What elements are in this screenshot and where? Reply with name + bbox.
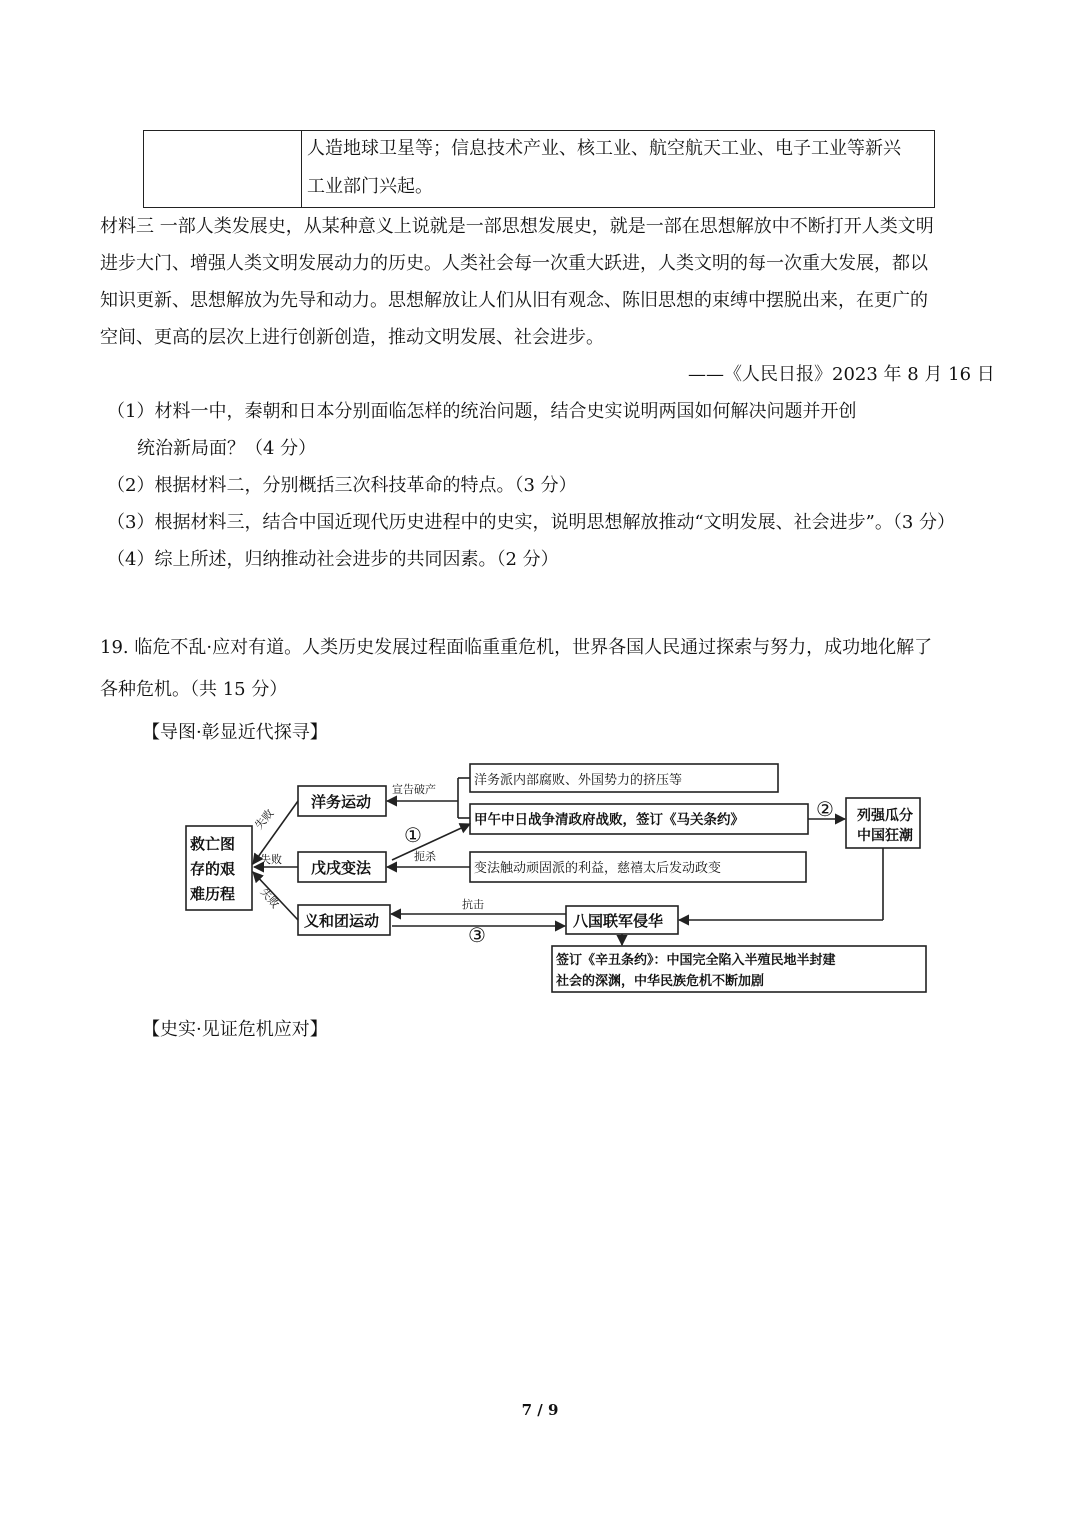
diagram-svg — [180, 760, 930, 1000]
partition-label-1: 列强瓜分 — [857, 808, 913, 824]
material3-line4: 空间、更高的层次上进行创新创造，推动文明发展、社会进步。 — [100, 327, 604, 348]
strangle-label: 扼杀 — [414, 850, 436, 863]
material3-line3: 知识更新、思想解放为先导和动力。思想解放让人们从旧有观念、陈旧思想的束缚中摆脱出来，在更广的 — [100, 290, 928, 311]
table-left-cell — [144, 131, 302, 207]
table-fragment — [143, 130, 935, 208]
question-4: （4）综上所述，归纳推动社会进步的共同因素。（2 分） — [107, 549, 559, 570]
question-2: （2）根据材料二，分别概括三次科技革命的特点。（3 分） — [107, 475, 577, 496]
center-text-3: 难历程 — [190, 885, 236, 903]
center-text-2: 存的艰 — [190, 860, 236, 878]
crisis-flow-diagram — [180, 760, 930, 1000]
question-1-line2: 统治新局面？（4 分） — [137, 438, 317, 459]
eight-nation-label: 八国联军侵华 — [573, 912, 664, 930]
table-text-line1: 人造地球卫星等；信息技术产业、核工业、航空航天工业、电子工业等新兴 — [307, 138, 901, 159]
declare-bankrupt-label: 宣告破产 — [392, 783, 436, 796]
marker-2: ② — [816, 797, 834, 821]
q19-stem-line1: 19. 临危不乱·应对有道。人类历史发展过程面临重重危机，世界各国人民通过探索与努力，成功地化解了 — [100, 637, 933, 658]
fail-label-1: 失败 — [252, 806, 277, 832]
yihetuan-label: 义和团运动 — [304, 912, 380, 930]
marker-3: ③ — [468, 923, 486, 947]
wuxu-reason-text: 变法触动顽固派的利益，慈禧太后发动政变 — [474, 861, 722, 876]
xinchou-text-1: 签订《辛丑条约》：中国完全陷入半殖民地半封建 — [556, 953, 836, 968]
xinchou-text-2: 社会的深渊，中华民族危机不断加剧 — [556, 974, 765, 989]
material3-line2: 进步大门、增强人类文明发展动力的历史。人类社会每一次重大跃进，人类文明的每一次重大发展，都以 — [100, 253, 928, 274]
resist-label: 抗击 — [462, 898, 484, 911]
section-heading-map: 【导图·彰显近代探寻】 — [142, 722, 328, 743]
question-1-line1: （1）材料一中，秦朝和日本分别面临怎样的统治问题，结合史实说明两国如何解决问题并开创 — [107, 401, 857, 422]
yangwu-reason-text: 洋务派内部腐败、外国势力的挤压等 — [474, 773, 683, 788]
material3-source: ——《人民日报》2023 年 8 月 16 日 — [688, 364, 995, 385]
marker-1: ① — [404, 823, 422, 847]
fail-label-3: 失败 — [257, 885, 282, 911]
q19-stem-line2: 各种危机。（共 15 分） — [100, 679, 288, 700]
section-heading-facts: 【史实·见证危机应对】 — [142, 1019, 328, 1040]
table-text-line2: 工业部门兴起。 — [307, 176, 433, 197]
fail-label-2: 失败 — [260, 853, 282, 866]
material3-line1: 材料三 一部人类发展史，从某种意义上说就是一部思想发展史，就是一部在思想解放中不断打开人类文明 — [100, 216, 934, 237]
page-number: 7 / 9 — [521, 1401, 559, 1419]
center-text-1: 救亡图 — [190, 835, 236, 853]
wuxu-label: 戊戌变法 — [311, 859, 372, 877]
partition-label-2: 中国狂潮 — [857, 828, 913, 844]
sinojapan-text: 甲午中日战争清政府战败，签订《马关条约》 — [474, 812, 744, 828]
yangwu-label: 洋务运动 — [311, 793, 372, 811]
question-3: （3）根据材料三，结合中国近现代历史进程中的史实，说明思想解放推动“文明发展、社会进步”。（3 分） — [107, 512, 956, 533]
